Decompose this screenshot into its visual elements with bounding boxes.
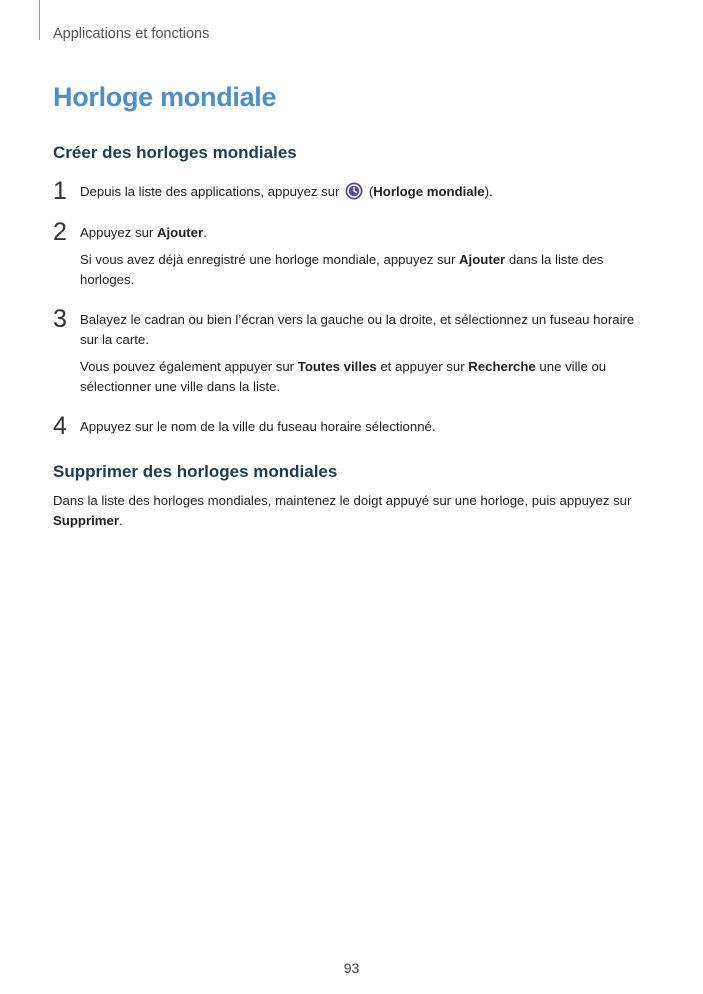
step-2-text: Appuyez sur Ajouter. — [80, 225, 207, 240]
step-2-number: 2 — [53, 218, 67, 246]
delete-paragraph: Dans la liste des horloges mondiales, maintenez le doigt appuyé sur une horloge, puis appuyez sur Supprimer. — [53, 493, 632, 528]
section-header: Applications et fonctions — [53, 26, 210, 42]
world-clock-icon — [345, 182, 363, 200]
step-4-text: Appuyez sur le nom de la ville du fuseau horaire sélectionné. — [80, 419, 436, 434]
margin-rule — [39, 0, 40, 40]
step-4-number: 4 — [53, 412, 67, 440]
step-3-note: Vous pouvez également appuyer sur Toutes villes et appuyer sur Recherche une ville ou sélectionner une ville dans la liste. — [80, 359, 607, 394]
step-1-number: 1 — [53, 177, 67, 205]
heading-create: Créer des horloges mondiales — [53, 143, 297, 162]
step-3-text: Balayez le cadran ou bien l’écran vers la gauche ou la droite, et sélectionnez un fuseau horaire sur la carte. — [80, 312, 635, 347]
step-3-number: 3 — [53, 305, 67, 333]
step-1-text: Depuis la liste des applications, appuyez sur (Horloge mondiale). — [80, 184, 493, 199]
step-2-note: Si vous avez déjà enregistré une horloge mondiale, appuyez sur Ajouter dans la liste des horloges. — [80, 252, 604, 287]
page-number: 93 — [343, 960, 360, 976]
page-title: Horloge mondiale — [53, 82, 277, 112]
heading-delete: Supprimer des horloges mondiales — [53, 462, 338, 481]
